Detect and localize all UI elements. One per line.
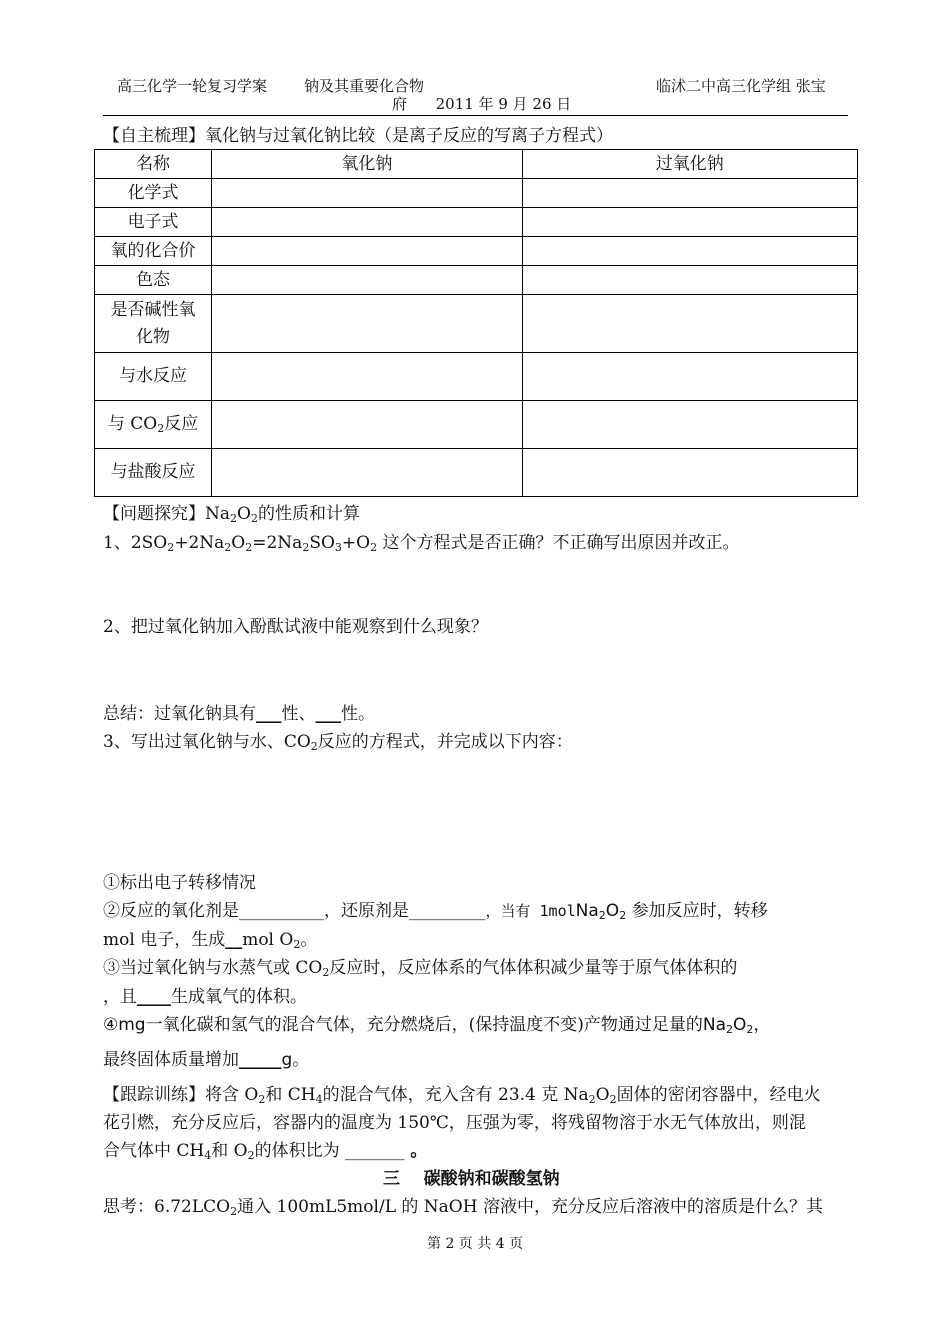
text: =2Na	[252, 533, 303, 553]
text: +2Na	[174, 533, 225, 553]
text: 的混合气体，充入含有 23.4 克 Na	[322, 1085, 589, 1105]
item-4-continued	[103, 1049, 309, 1071]
heading-text: 的性质和计算	[257, 504, 360, 524]
header-title: 钠及其重要化合物	[304, 77, 425, 95]
page-number: 第 2 页 共 4 页	[427, 1236, 524, 1252]
text: O	[595, 1085, 610, 1105]
text: Na	[702, 1015, 727, 1035]
row-label	[95, 295, 212, 353]
subscript: 2	[224, 541, 232, 554]
heading-text: 【问题探究】Na	[103, 504, 231, 524]
item-4	[103, 1014, 770, 1036]
row-label	[95, 401, 212, 449]
table-cell-blank	[522, 208, 857, 237]
text: 反应的方程式，并完成以下内容：	[317, 732, 573, 752]
text: Na	[575, 901, 599, 921]
fill-blank[interactable]: _____	[239, 1050, 282, 1070]
row-label-text: 反应	[164, 414, 199, 434]
table-cell-blank	[212, 353, 522, 401]
text: 3、写出过氧化钠与水、CO	[103, 732, 311, 752]
item-3	[103, 957, 737, 979]
table-header-cell: 氧化钠	[212, 150, 522, 179]
text: 反应时，反应体系的气体体积减少量等于原气体体积的	[329, 958, 738, 978]
subscript: 2	[609, 1093, 617, 1106]
text: 生成氧气的体积。	[171, 987, 307, 1007]
text: g	[281, 1050, 293, 1070]
text: ③当过氧化钠与水蒸气或 CO	[103, 958, 323, 978]
table-cell-blank	[212, 266, 522, 295]
tracking-exercise-line-2: 花引燃，充分反应后，容器内的温度为 150℃，压强为零，将残留物溶于水无气体放出，则混	[103, 1113, 806, 1133]
text: 总结：过氧化钠具有	[103, 704, 256, 724]
row-label: 氧的化合价	[95, 237, 212, 266]
table-cell-blank	[522, 449, 857, 497]
fill-blank[interactable]: ____	[137, 987, 171, 1007]
table-cell-blank	[212, 449, 522, 497]
summary-line	[103, 703, 375, 725]
subscript: 2	[258, 1093, 266, 1106]
comparison-table	[94, 149, 858, 497]
subscript: 2	[250, 512, 258, 525]
fill-blank[interactable]: _______	[345, 1141, 405, 1161]
text: 思考：6.72LCO	[103, 1197, 231, 1217]
table-row	[95, 449, 858, 497]
text: 的体积比为	[254, 1141, 345, 1161]
subscript: 2	[230, 512, 238, 525]
text: 【跟踪训练】将含 O	[103, 1085, 259, 1105]
text: O	[733, 1015, 747, 1035]
text: ，还原剂是	[324, 901, 409, 921]
subscript: 2	[293, 938, 301, 951]
text: ，	[753, 1015, 771, 1035]
table-cell-blank	[212, 295, 522, 353]
table-row	[95, 179, 858, 208]
item-3-continued	[103, 986, 307, 1008]
subscript: 3	[334, 541, 342, 554]
item-1: ①标出电子转移情况	[103, 873, 256, 893]
text: ，当有 1mol	[485, 902, 576, 920]
subscript: 2	[157, 422, 165, 435]
text: 1、2SO	[103, 533, 168, 553]
fill-blank[interactable]: _________	[409, 901, 486, 921]
header-left: 高三化学一轮复习学案	[117, 77, 268, 95]
table-row	[95, 295, 858, 353]
subscript: 2	[746, 1023, 754, 1036]
subscript: 2	[598, 909, 606, 922]
table-header-cell: 名称	[95, 150, 212, 179]
text: mol O	[242, 930, 294, 950]
text: 和 CH	[265, 1085, 316, 1105]
text: SO	[309, 533, 335, 553]
table-cell-blank	[522, 353, 857, 401]
question-2: 2、把过氧化钠加入酚酞试液中能观察到什么现象？	[103, 617, 488, 637]
table-cell-blank	[522, 266, 857, 295]
text: ②反应的氧化剂是	[103, 901, 239, 921]
header-right: 临沭二中高三化学组 张宝	[656, 77, 826, 95]
row-label-line: 化物	[136, 326, 171, 347]
table-header-row	[95, 150, 858, 179]
text: mol 电子，生成	[103, 930, 226, 950]
subscript: 2	[310, 740, 318, 753]
section-heading-inquiry	[103, 503, 360, 525]
table-cell-blank	[212, 208, 522, 237]
text: 。	[404, 1141, 428, 1161]
tracking-exercise-line-3	[103, 1140, 427, 1162]
row-label: 化学式	[95, 179, 212, 208]
fill-blank[interactable]: __	[225, 930, 243, 950]
table-cell-blank	[522, 179, 857, 208]
tracking-exercise-line-1	[103, 1084, 821, 1106]
text: 固体的密闭容器中，经电火	[616, 1085, 821, 1105]
table-cell-blank	[522, 295, 857, 353]
text: +O	[341, 533, 371, 553]
table-row	[95, 401, 858, 449]
question-1	[103, 532, 740, 554]
text: 合气体中 CH	[103, 1141, 205, 1161]
fill-blank[interactable]: ___	[256, 704, 282, 724]
row-label: 电子式	[95, 208, 212, 237]
table-cell-blank	[522, 401, 857, 449]
text: 一氧化碳和氢气的混合气体，充分燃烧后，(保持温度不变)产物通过足量的	[145, 1015, 703, 1035]
table-row	[95, 237, 858, 266]
subscript: 2	[619, 909, 627, 922]
text: 性、	[281, 704, 316, 724]
row-label: 色态	[95, 266, 212, 295]
text: mg	[118, 1015, 146, 1035]
text: 性。	[341, 704, 375, 724]
table-cell-blank	[212, 237, 522, 266]
header-rule	[103, 115, 848, 116]
text: ④	[103, 1015, 119, 1035]
table-cell-blank	[212, 401, 522, 449]
text: O	[231, 533, 246, 553]
item-2	[103, 900, 768, 922]
table-row	[95, 266, 858, 295]
header-date: 府 2011 年 9 月 26 日	[392, 95, 572, 113]
think-question	[103, 1196, 823, 1218]
item-2-continued	[103, 929, 317, 951]
subscript: 2	[245, 541, 253, 554]
table-header-cell: 过氧化钠	[522, 150, 857, 179]
subscript: 2	[247, 1149, 255, 1162]
section-heading-comparison: 【自主梳理】氧化钠与过氧化钠比较（是离子反应的写离子方程式）	[103, 126, 613, 146]
question-3	[103, 731, 573, 753]
subscript: 2	[370, 541, 378, 554]
subscript: 2	[588, 1093, 596, 1106]
text: 最终固体质量增加	[103, 1050, 239, 1070]
table-row	[95, 208, 858, 237]
fill-blank[interactable]: __________	[239, 901, 324, 921]
row-label: 与水反应	[95, 353, 212, 401]
row-label: 与盐酸反应	[95, 449, 212, 497]
text: 通入 100mL5mol/L 的 NaOH 溶液中，充分反应后溶液中的溶质是什么？其	[237, 1197, 823, 1217]
subscript: 4	[315, 1093, 323, 1106]
section-title-carbonates: 三 碳酸钠和碳酸氢钠	[383, 1169, 560, 1189]
text: 。	[300, 930, 318, 950]
table-cell-blank	[522, 237, 857, 266]
row-label-line: 是否碱性氧	[110, 299, 196, 320]
heading-text: O	[237, 504, 251, 524]
table-row	[95, 353, 858, 401]
fill-blank[interactable]: ___	[315, 704, 341, 724]
subscript: 2	[322, 966, 330, 979]
subscript: 2	[726, 1023, 734, 1036]
table-cell-blank	[212, 179, 522, 208]
text: ，且	[103, 987, 137, 1007]
text: 和 O	[211, 1141, 248, 1161]
subscript: 2	[167, 541, 175, 554]
text: O	[605, 901, 620, 921]
subscript: 2	[230, 1205, 238, 1218]
subscript: 2	[302, 541, 310, 554]
subscript: 4	[204, 1149, 212, 1162]
row-label-text: 与 CO	[107, 414, 158, 434]
text: 参加反应时，转移	[626, 901, 768, 921]
text: 这个方程式是否正确？不正确写出原因并改正。	[377, 533, 740, 553]
text: 。	[292, 1050, 310, 1070]
